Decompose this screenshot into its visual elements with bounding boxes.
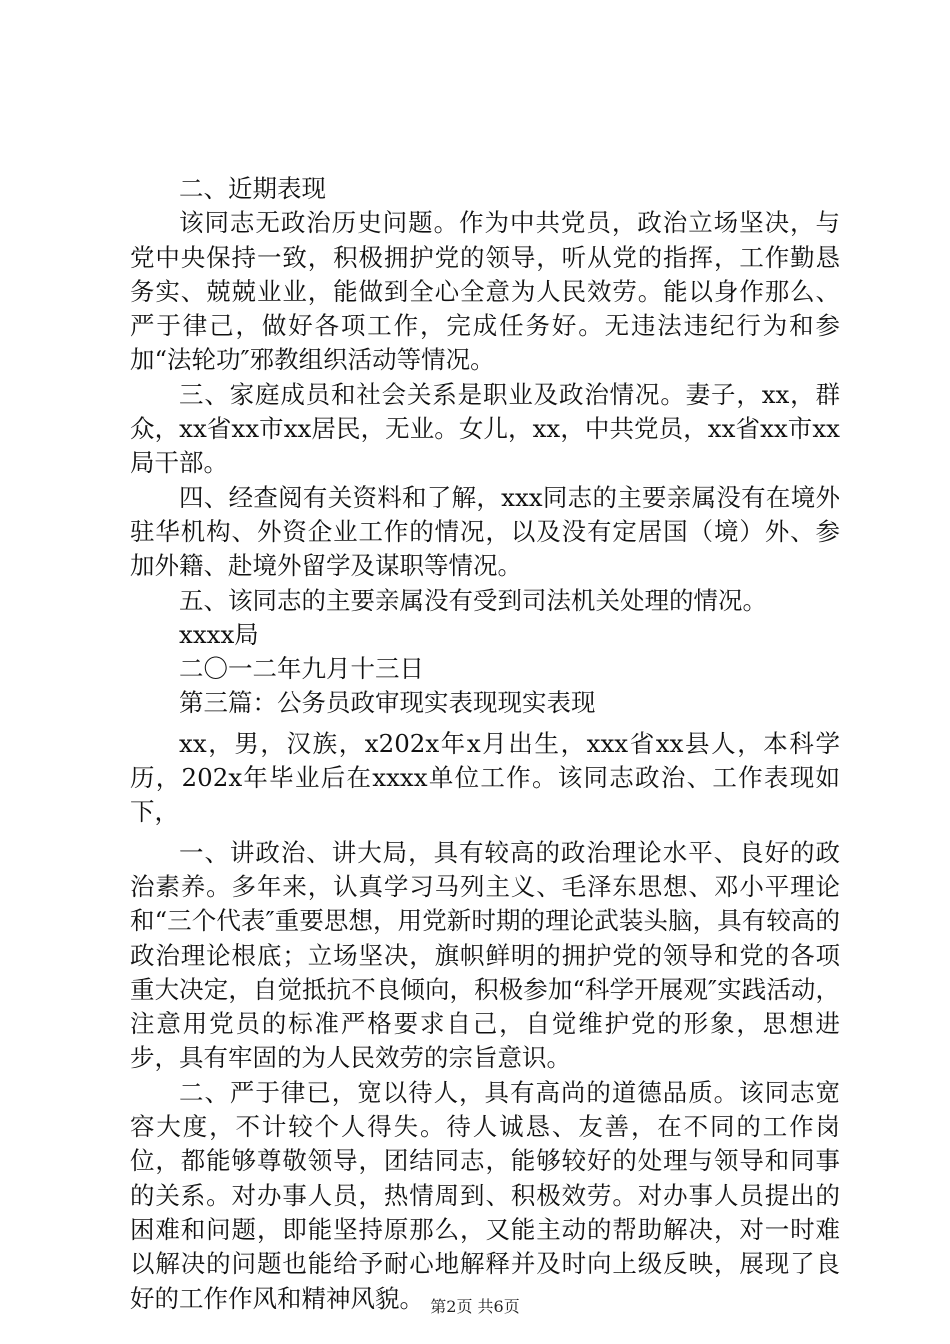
section-heading-recent-performance: 二、近期表现 (179, 174, 326, 203)
paragraph-relatives-abroad: 四、经查阅有关资料和了解，xxx同志的主要亲属没有在境外驻华机构、外资企业工作的情况，以及没有定居国（境）外、参加外籍、赴境外留学及谋职等情况。 (130, 482, 840, 581)
signature-bureau: xxxx局 (179, 619, 259, 649)
page-number-footer: 第2页 共6页 (430, 1297, 520, 1316)
paragraph-point-two-conduct: 二、严于律已，宽以待人，具有高尚的道德品质。该同志宽容大度，不计较个人得失。待人诚恳、友善，在不同的工作岗位，都能够尊敬领导，团结同志，能够较好的处理与领导和同事的关系。对办事人员，热情周到、积极效劳。对办事人员提出的困难和问题，即能坚持原那么，又能主动的帮助解决，对一时难以解决的问题也能给予耐心地解释并及时向上级反映，展现了良好的工作作风和精神风貌。 (130, 1077, 840, 1313)
signature-date: 二〇一二年九月十三日 (179, 654, 424, 684)
paragraph-judicial-record: 五、该同志的主要亲属没有受到司法机关处理的情况。 (179, 585, 767, 615)
paragraph-family-members: 三、家庭成员和社会关系是职业及政治情况。妻子，xx，群众，xx省xx市xx居民，无业。女儿，xx，中共党员，xx省xx市xx局干部。 (130, 379, 840, 478)
paragraph-personal-info: xx，男，汉族，x202x年x月出生，xxx省xx县人，本科学历，202x年毕业后在xxxx单位工作。该同志政治、工作表现如下， (130, 728, 840, 827)
paragraph-point-one-politics: 一、讲政治、讲大局，具有较高的政治理论水平、良好的政治素养。多年来，认真学习马列主义、毛泽东思想、邓小平理论和“三个代表″重要思想，用党新时期的理论武装头脑，具有较高的政治理论根底；立场坚决，旗帜鲜明的拥护党的领导和党的各项重大决定，自觉抵抗不良倾向，积极参加“科学开展观″实践活动，注意用党员的标准严格要求自己，自觉维护党的形象，思想进步，具有牢固的为人民效劳的宗旨意识。 (130, 837, 840, 1073)
paragraph-political-record: 该同志无政治历史问题。作为中共党员，政治立场坚决，与党中央保持一致，积极拥护党的领导，听从党的指挥，工作勤恳务实、兢兢业业，能做到全心全意为人民效劳。能以身作那么、严于律己，做好各项工作，完成任务好。无违法违纪行为和参加“法轮功″邪教组织活动等情况。 (130, 208, 840, 375)
chapter-title-part-three: 第三篇：公务员政审现实表现现实表现 (179, 688, 596, 718)
document-body (130, 172, 840, 1316)
